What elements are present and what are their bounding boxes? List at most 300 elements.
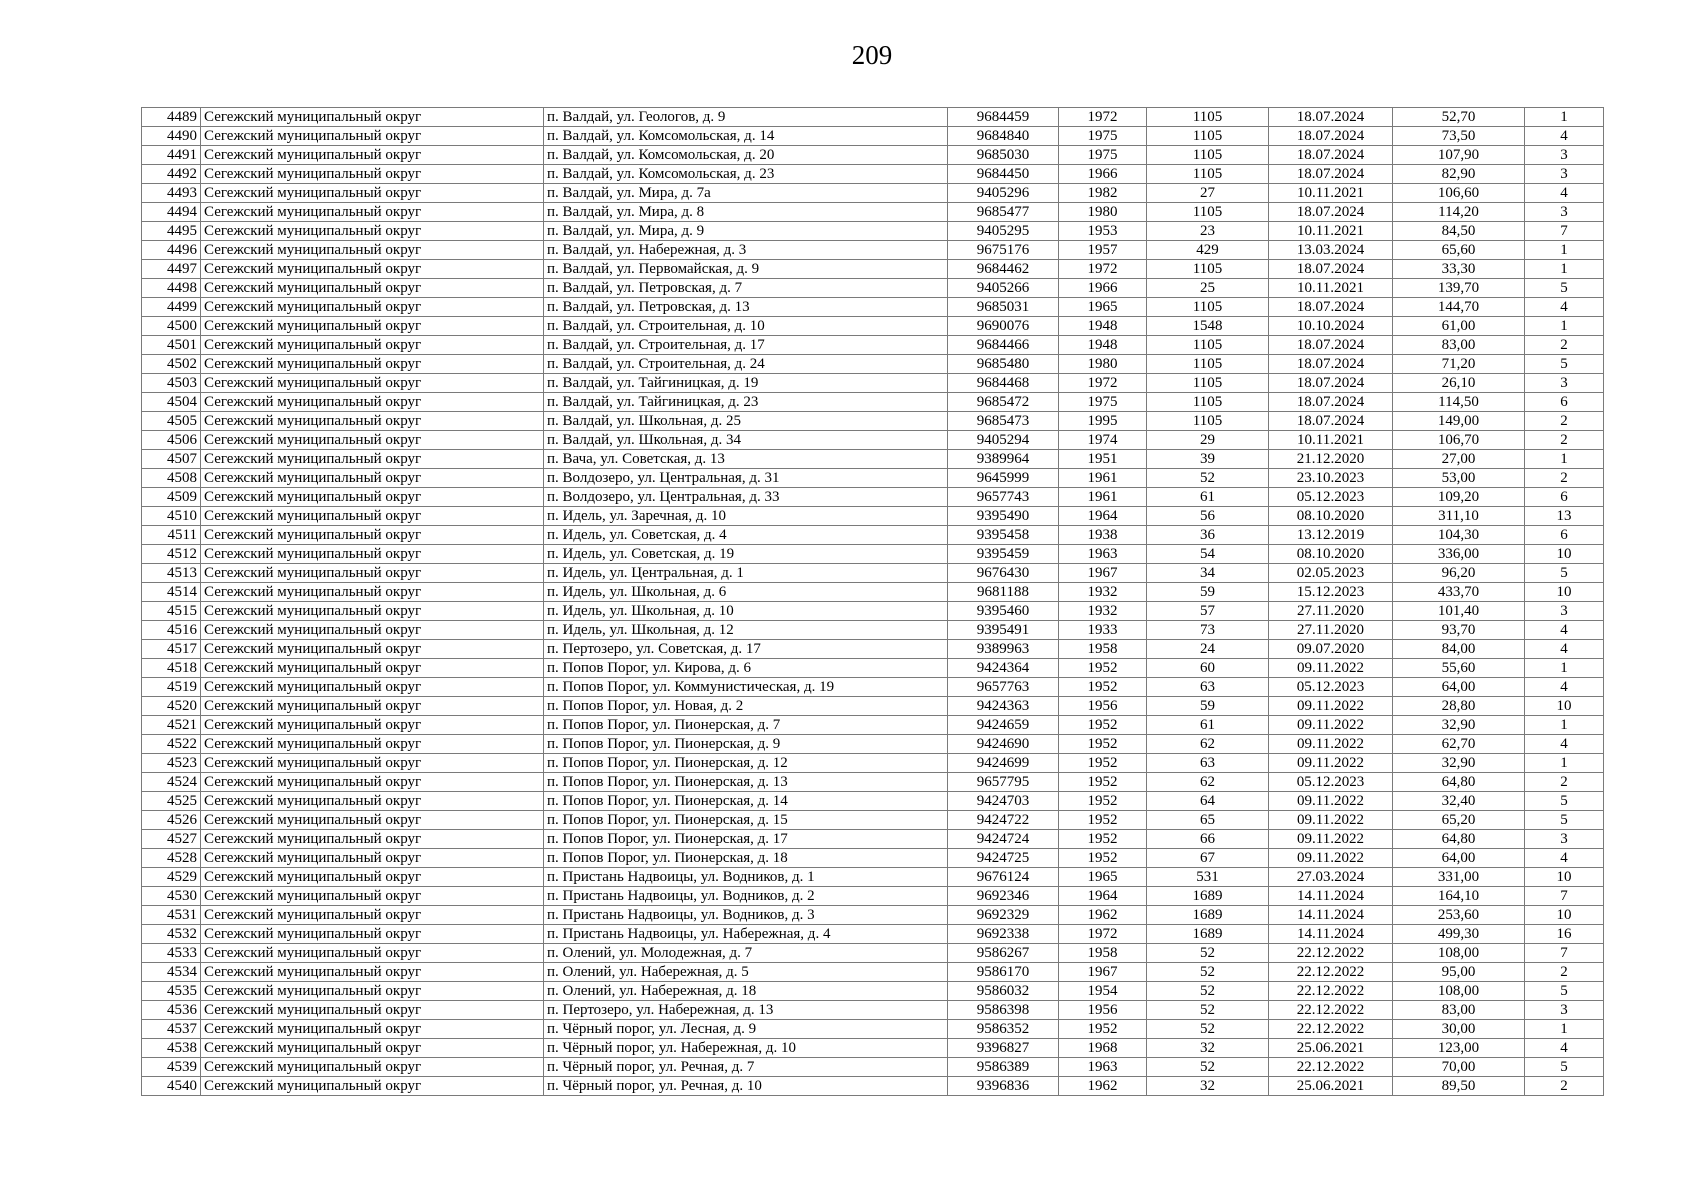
address-cell: п. Попов Порог, ул. Пионерская, д. 7 (544, 716, 948, 735)
address-cell: п. Пертозеро, ул. Советская, д. 17 (544, 640, 948, 659)
address-cell: п. Идель, ул. Школьная, д. 10 (544, 602, 948, 621)
area-cell: 144,70 (1393, 298, 1525, 317)
table-row (142, 583, 1604, 602)
document-number-cell: 1689 (1147, 925, 1269, 944)
year-cell: 1967 (1059, 564, 1147, 583)
address-cell: п. Попов Порог, ул. Пионерская, д. 12 (544, 754, 948, 773)
count-cell: 5 (1525, 982, 1604, 1001)
address-cell: п. Попов Порог, ул. Новая, д. 2 (544, 697, 948, 716)
row-number-cell: 4509 (142, 488, 201, 507)
object-id-cell: 9684840 (948, 127, 1059, 146)
municipality-cell: Сегежский муниципальный округ (201, 127, 544, 146)
document-number-cell: 1105 (1147, 355, 1269, 374)
year-cell: 1957 (1059, 241, 1147, 260)
table-row (142, 621, 1604, 640)
object-id-cell: 9424363 (948, 697, 1059, 716)
table-row (142, 1077, 1604, 1096)
table-row (142, 564, 1604, 583)
address-cell: п. Идель, ул. Советская, д. 19 (544, 545, 948, 564)
document-number-cell: 23 (1147, 222, 1269, 241)
row-number-cell: 4503 (142, 374, 201, 393)
count-cell: 2 (1525, 469, 1604, 488)
document-number-cell: 73 (1147, 621, 1269, 640)
count-cell: 3 (1525, 374, 1604, 393)
table-row (142, 450, 1604, 469)
table-row (142, 469, 1604, 488)
address-cell: п. Олений, ул. Набережная, д. 5 (544, 963, 948, 982)
document-number-cell: 27 (1147, 184, 1269, 203)
count-cell: 3 (1525, 1001, 1604, 1020)
table-row (142, 203, 1604, 222)
object-id-cell: 9424724 (948, 830, 1059, 849)
area-cell: 139,70 (1393, 279, 1525, 298)
count-cell: 2 (1525, 431, 1604, 450)
object-id-cell: 9586352 (948, 1020, 1059, 1039)
date-cell: 25.06.2021 (1269, 1039, 1393, 1058)
document-number-cell: 1105 (1147, 374, 1269, 393)
count-cell: 1 (1525, 754, 1604, 773)
document-number-cell: 531 (1147, 868, 1269, 887)
municipality-cell: Сегежский муниципальный округ (201, 355, 544, 374)
year-cell: 1974 (1059, 431, 1147, 450)
row-number-cell: 4516 (142, 621, 201, 640)
object-id-cell: 9676124 (948, 868, 1059, 887)
year-cell: 1952 (1059, 773, 1147, 792)
table-row (142, 1001, 1604, 1020)
document-number-cell: 1105 (1147, 146, 1269, 165)
year-cell: 1952 (1059, 659, 1147, 678)
table-row (142, 602, 1604, 621)
table-row (142, 298, 1604, 317)
count-cell: 5 (1525, 792, 1604, 811)
address-cell: п. Попов Порог, ул. Пионерская, д. 14 (544, 792, 948, 811)
address-cell: п. Олений, ул. Молодежная, д. 7 (544, 944, 948, 963)
table-row (142, 317, 1604, 336)
area-cell: 32,90 (1393, 716, 1525, 735)
table-row (142, 716, 1604, 735)
area-cell: 73,50 (1393, 127, 1525, 146)
table-row (142, 393, 1604, 412)
count-cell: 16 (1525, 925, 1604, 944)
address-cell: п. Валдай, ул. Тайгиницкая, д. 19 (544, 374, 948, 393)
year-cell: 1963 (1059, 545, 1147, 564)
date-cell: 09.11.2022 (1269, 697, 1393, 716)
object-id-cell: 9586389 (948, 1058, 1059, 1077)
object-id-cell: 9395490 (948, 507, 1059, 526)
date-cell: 08.10.2020 (1269, 507, 1393, 526)
year-cell: 1972 (1059, 108, 1147, 127)
row-number-cell: 4537 (142, 1020, 201, 1039)
document-number-cell: 1105 (1147, 203, 1269, 222)
municipality-cell: Сегежский муниципальный округ (201, 1039, 544, 1058)
year-cell: 1962 (1059, 906, 1147, 925)
table-row (142, 507, 1604, 526)
date-cell: 09.11.2022 (1269, 830, 1393, 849)
count-cell: 6 (1525, 393, 1604, 412)
year-cell: 1980 (1059, 355, 1147, 374)
row-number-cell: 4515 (142, 602, 201, 621)
count-cell: 10 (1525, 583, 1604, 602)
area-cell: 33,30 (1393, 260, 1525, 279)
row-number-cell: 4532 (142, 925, 201, 944)
table-row (142, 640, 1604, 659)
table-row (142, 811, 1604, 830)
document-number-cell: 61 (1147, 716, 1269, 735)
municipality-cell: Сегежский муниципальный округ (201, 811, 544, 830)
area-cell: 82,90 (1393, 165, 1525, 184)
row-number-cell: 4513 (142, 564, 201, 583)
address-cell: п. Валдай, ул. Тайгиницкая, д. 23 (544, 393, 948, 412)
area-cell: 114,20 (1393, 203, 1525, 222)
table-row (142, 944, 1604, 963)
document-number-cell: 1548 (1147, 317, 1269, 336)
count-cell: 1 (1525, 450, 1604, 469)
year-cell: 1963 (1059, 1058, 1147, 1077)
count-cell: 5 (1525, 564, 1604, 583)
table-row (142, 735, 1604, 754)
address-cell: п. Валдай, ул. Мира, д. 8 (544, 203, 948, 222)
document-number-cell: 32 (1147, 1077, 1269, 1096)
object-id-cell: 9690076 (948, 317, 1059, 336)
count-cell: 4 (1525, 640, 1604, 659)
area-cell: 331,00 (1393, 868, 1525, 887)
document-number-cell: 34 (1147, 564, 1269, 583)
document-number-cell: 57 (1147, 602, 1269, 621)
count-cell: 1 (1525, 260, 1604, 279)
row-number-cell: 4526 (142, 811, 201, 830)
year-cell: 1967 (1059, 963, 1147, 982)
address-cell: п. Олений, ул. Набережная, д. 18 (544, 982, 948, 1001)
table-row (142, 488, 1604, 507)
document-number-cell: 25 (1147, 279, 1269, 298)
registry-table-body (142, 108, 1604, 1096)
object-id-cell: 9405295 (948, 222, 1059, 241)
table-row (142, 963, 1604, 982)
date-cell: 09.11.2022 (1269, 849, 1393, 868)
table-row (142, 545, 1604, 564)
address-cell: п. Валдай, ул. Школьная, д. 25 (544, 412, 948, 431)
date-cell: 18.07.2024 (1269, 412, 1393, 431)
municipality-cell: Сегежский муниципальный округ (201, 488, 544, 507)
municipality-cell: Сегежский муниципальный округ (201, 792, 544, 811)
object-id-cell: 9675176 (948, 241, 1059, 260)
row-number-cell: 4539 (142, 1058, 201, 1077)
object-id-cell: 9389963 (948, 640, 1059, 659)
municipality-cell: Сегежский муниципальный округ (201, 412, 544, 431)
municipality-cell: Сегежский муниципальный округ (201, 165, 544, 184)
row-number-cell: 4536 (142, 1001, 201, 1020)
area-cell: 106,60 (1393, 184, 1525, 203)
area-cell: 61,00 (1393, 317, 1525, 336)
count-cell: 13 (1525, 507, 1604, 526)
date-cell: 22.12.2022 (1269, 963, 1393, 982)
document-number-cell: 63 (1147, 678, 1269, 697)
address-cell: п. Пристань Надвоицы, ул. Водников, д. 3 (544, 906, 948, 925)
document-number-cell: 24 (1147, 640, 1269, 659)
date-cell: 09.11.2022 (1269, 792, 1393, 811)
area-cell: 108,00 (1393, 944, 1525, 963)
area-cell: 62,70 (1393, 735, 1525, 754)
year-cell: 1952 (1059, 811, 1147, 830)
document-number-cell: 56 (1147, 507, 1269, 526)
row-number-cell: 4489 (142, 108, 201, 127)
count-cell: 3 (1525, 146, 1604, 165)
municipality-cell: Сегежский муниципальный округ (201, 621, 544, 640)
object-id-cell: 9685472 (948, 393, 1059, 412)
date-cell: 23.10.2023 (1269, 469, 1393, 488)
address-cell: п. Валдай, ул. Геологов, д. 9 (544, 108, 948, 127)
area-cell: 123,00 (1393, 1039, 1525, 1058)
area-cell: 109,20 (1393, 488, 1525, 507)
area-cell: 336,00 (1393, 545, 1525, 564)
table-row (142, 792, 1604, 811)
row-number-cell: 4497 (142, 260, 201, 279)
document-number-cell: 62 (1147, 735, 1269, 754)
document-number-cell: 59 (1147, 697, 1269, 716)
municipality-cell: Сегежский муниципальный округ (201, 564, 544, 583)
row-number-cell: 4530 (142, 887, 201, 906)
object-id-cell: 9424725 (948, 849, 1059, 868)
area-cell: 71,20 (1393, 355, 1525, 374)
address-cell: п. Чёрный порог, ул. Набережная, д. 10 (544, 1039, 948, 1058)
area-cell: 30,00 (1393, 1020, 1525, 1039)
date-cell: 02.05.2023 (1269, 564, 1393, 583)
object-id-cell: 9685031 (948, 298, 1059, 317)
table-row (142, 127, 1604, 146)
date-cell: 27.11.2020 (1269, 621, 1393, 640)
address-cell: п. Попов Порог, ул. Пионерская, д. 15 (544, 811, 948, 830)
municipality-cell: Сегежский муниципальный округ (201, 887, 544, 906)
address-cell: п. Попов Порог, ул. Кирова, д. 6 (544, 659, 948, 678)
document-number-cell: 1105 (1147, 165, 1269, 184)
address-cell: п. Валдай, ул. Комсомольская, д. 14 (544, 127, 948, 146)
area-cell: 70,00 (1393, 1058, 1525, 1077)
municipality-cell: Сегежский муниципальный округ (201, 241, 544, 260)
row-number-cell: 4540 (142, 1077, 201, 1096)
year-cell: 1952 (1059, 735, 1147, 754)
table-row (142, 146, 1604, 165)
document-number-cell: 52 (1147, 1020, 1269, 1039)
row-number-cell: 4531 (142, 906, 201, 925)
address-cell: п. Волдозеро, ул. Центральная, д. 33 (544, 488, 948, 507)
document-number-cell: 29 (1147, 431, 1269, 450)
object-id-cell: 9395459 (948, 545, 1059, 564)
count-cell: 7 (1525, 887, 1604, 906)
municipality-cell: Сегежский муниципальный округ (201, 1058, 544, 1077)
area-cell: 64,80 (1393, 773, 1525, 792)
date-cell: 21.12.2020 (1269, 450, 1393, 469)
year-cell: 1972 (1059, 925, 1147, 944)
address-cell: п. Валдай, ул. Петровская, д. 13 (544, 298, 948, 317)
count-cell: 5 (1525, 279, 1604, 298)
date-cell: 14.11.2024 (1269, 925, 1393, 944)
area-cell: 101,40 (1393, 602, 1525, 621)
row-number-cell: 4522 (142, 735, 201, 754)
date-cell: 13.12.2019 (1269, 526, 1393, 545)
row-number-cell: 4496 (142, 241, 201, 260)
registry-table (141, 107, 1604, 1096)
object-id-cell: 9405296 (948, 184, 1059, 203)
date-cell: 22.12.2022 (1269, 982, 1393, 1001)
count-cell: 7 (1525, 222, 1604, 241)
area-cell: 107,90 (1393, 146, 1525, 165)
municipality-cell: Сегежский муниципальный округ (201, 1077, 544, 1096)
count-cell: 2 (1525, 336, 1604, 355)
year-cell: 1933 (1059, 621, 1147, 640)
area-cell: 52,70 (1393, 108, 1525, 127)
table-row (142, 773, 1604, 792)
year-cell: 1952 (1059, 849, 1147, 868)
date-cell: 09.11.2022 (1269, 811, 1393, 830)
count-cell: 1 (1525, 716, 1604, 735)
document-number-cell: 52 (1147, 1058, 1269, 1077)
document-number-cell: 54 (1147, 545, 1269, 564)
date-cell: 18.07.2024 (1269, 108, 1393, 127)
address-cell: п. Чёрный порог, ул. Речная, д. 10 (544, 1077, 948, 1096)
object-id-cell: 9586170 (948, 963, 1059, 982)
address-cell: п. Идель, ул. Заречная, д. 10 (544, 507, 948, 526)
row-number-cell: 4492 (142, 165, 201, 184)
year-cell: 1954 (1059, 982, 1147, 1001)
table-row (142, 678, 1604, 697)
address-cell: п. Валдай, ул. Комсомольская, д. 20 (544, 146, 948, 165)
count-cell: 5 (1525, 355, 1604, 374)
document-number-cell: 1689 (1147, 906, 1269, 925)
municipality-cell: Сегежский муниципальный округ (201, 982, 544, 1001)
area-cell: 83,00 (1393, 1001, 1525, 1020)
object-id-cell: 9657743 (948, 488, 1059, 507)
table-row (142, 697, 1604, 716)
address-cell: п. Валдай, ул. Школьная, д. 34 (544, 431, 948, 450)
area-cell: 311,10 (1393, 507, 1525, 526)
date-cell: 22.12.2022 (1269, 944, 1393, 963)
row-number-cell: 4490 (142, 127, 201, 146)
document-number-cell: 60 (1147, 659, 1269, 678)
municipality-cell: Сегежский муниципальный округ (201, 659, 544, 678)
address-cell: п. Чёрный порог, ул. Лесная, д. 9 (544, 1020, 948, 1039)
object-id-cell: 9685473 (948, 412, 1059, 431)
municipality-cell: Сегежский муниципальный округ (201, 963, 544, 982)
row-number-cell: 4533 (142, 944, 201, 963)
date-cell: 09.11.2022 (1269, 754, 1393, 773)
year-cell: 1995 (1059, 412, 1147, 431)
table-row (142, 849, 1604, 868)
object-id-cell: 9405266 (948, 279, 1059, 298)
row-number-cell: 4535 (142, 982, 201, 1001)
municipality-cell: Сегежский муниципальный округ (201, 317, 544, 336)
row-number-cell: 4499 (142, 298, 201, 317)
municipality-cell: Сегежский муниципальный округ (201, 583, 544, 602)
document-number-cell: 63 (1147, 754, 1269, 773)
municipality-cell: Сегежский муниципальный округ (201, 108, 544, 127)
year-cell: 1952 (1059, 716, 1147, 735)
object-id-cell: 9396827 (948, 1039, 1059, 1058)
date-cell: 18.07.2024 (1269, 374, 1393, 393)
year-cell: 1980 (1059, 203, 1147, 222)
object-id-cell: 9676430 (948, 564, 1059, 583)
table-row (142, 830, 1604, 849)
date-cell: 18.07.2024 (1269, 127, 1393, 146)
date-cell: 27.11.2020 (1269, 602, 1393, 621)
date-cell: 10.11.2021 (1269, 431, 1393, 450)
table-row (142, 1020, 1604, 1039)
table-row (142, 887, 1604, 906)
municipality-cell: Сегежский муниципальный округ (201, 773, 544, 792)
count-cell: 1 (1525, 317, 1604, 336)
date-cell: 05.12.2023 (1269, 488, 1393, 507)
table-row (142, 241, 1604, 260)
row-number-cell: 4500 (142, 317, 201, 336)
municipality-cell: Сегежский муниципальный округ (201, 602, 544, 621)
year-cell: 1952 (1059, 754, 1147, 773)
count-cell: 10 (1525, 545, 1604, 564)
row-number-cell: 4521 (142, 716, 201, 735)
year-cell: 1958 (1059, 944, 1147, 963)
document-number-cell: 1105 (1147, 260, 1269, 279)
count-cell: 5 (1525, 1058, 1604, 1077)
address-cell: п. Идель, ул. Советская, д. 4 (544, 526, 948, 545)
object-id-cell: 9424364 (948, 659, 1059, 678)
row-number-cell: 4514 (142, 583, 201, 602)
row-number-cell: 4506 (142, 431, 201, 450)
municipality-cell: Сегежский муниципальный округ (201, 1020, 544, 1039)
count-cell: 10 (1525, 697, 1604, 716)
date-cell: 25.06.2021 (1269, 1077, 1393, 1096)
municipality-cell: Сегежский муниципальный округ (201, 336, 544, 355)
municipality-cell: Сегежский муниципальный округ (201, 469, 544, 488)
address-cell: п. Валдай, ул. Строительная, д. 17 (544, 336, 948, 355)
document-number-cell: 1105 (1147, 412, 1269, 431)
year-cell: 1961 (1059, 469, 1147, 488)
address-cell: п. Попов Порог, ул. Пионерская, д. 17 (544, 830, 948, 849)
year-cell: 1938 (1059, 526, 1147, 545)
count-cell: 5 (1525, 811, 1604, 830)
table-row (142, 1039, 1604, 1058)
area-cell: 84,50 (1393, 222, 1525, 241)
object-id-cell: 9692338 (948, 925, 1059, 944)
address-cell: п. Валдай, ул. Мира, д. 9 (544, 222, 948, 241)
count-cell: 2 (1525, 412, 1604, 431)
address-cell: п. Пристань Надвоицы, ул. Набережная, д. 4 (544, 925, 948, 944)
count-cell: 1 (1525, 1020, 1604, 1039)
count-cell: 6 (1525, 488, 1604, 507)
municipality-cell: Сегежский муниципальный округ (201, 868, 544, 887)
area-cell: 26,10 (1393, 374, 1525, 393)
document-number-cell: 1105 (1147, 336, 1269, 355)
address-cell: п. Валдай, ул. Первомайская, д. 9 (544, 260, 948, 279)
area-cell: 149,00 (1393, 412, 1525, 431)
object-id-cell: 9395460 (948, 602, 1059, 621)
year-cell: 1972 (1059, 374, 1147, 393)
area-cell: 96,20 (1393, 564, 1525, 583)
area-cell: 28,80 (1393, 697, 1525, 716)
date-cell: 14.11.2024 (1269, 887, 1393, 906)
area-cell: 84,00 (1393, 640, 1525, 659)
date-cell: 18.07.2024 (1269, 146, 1393, 165)
address-cell: п. Пристань Надвоицы, ул. Водников, д. 2 (544, 887, 948, 906)
page-number: 209 (851, 40, 893, 70)
count-cell: 7 (1525, 944, 1604, 963)
document-number-cell: 39 (1147, 450, 1269, 469)
count-cell: 4 (1525, 621, 1604, 640)
year-cell: 1956 (1059, 1001, 1147, 1020)
area-cell: 433,70 (1393, 583, 1525, 602)
table-row (142, 925, 1604, 944)
area-cell: 106,70 (1393, 431, 1525, 450)
table-row (142, 526, 1604, 545)
date-cell: 22.12.2022 (1269, 1001, 1393, 1020)
object-id-cell: 9692329 (948, 906, 1059, 925)
